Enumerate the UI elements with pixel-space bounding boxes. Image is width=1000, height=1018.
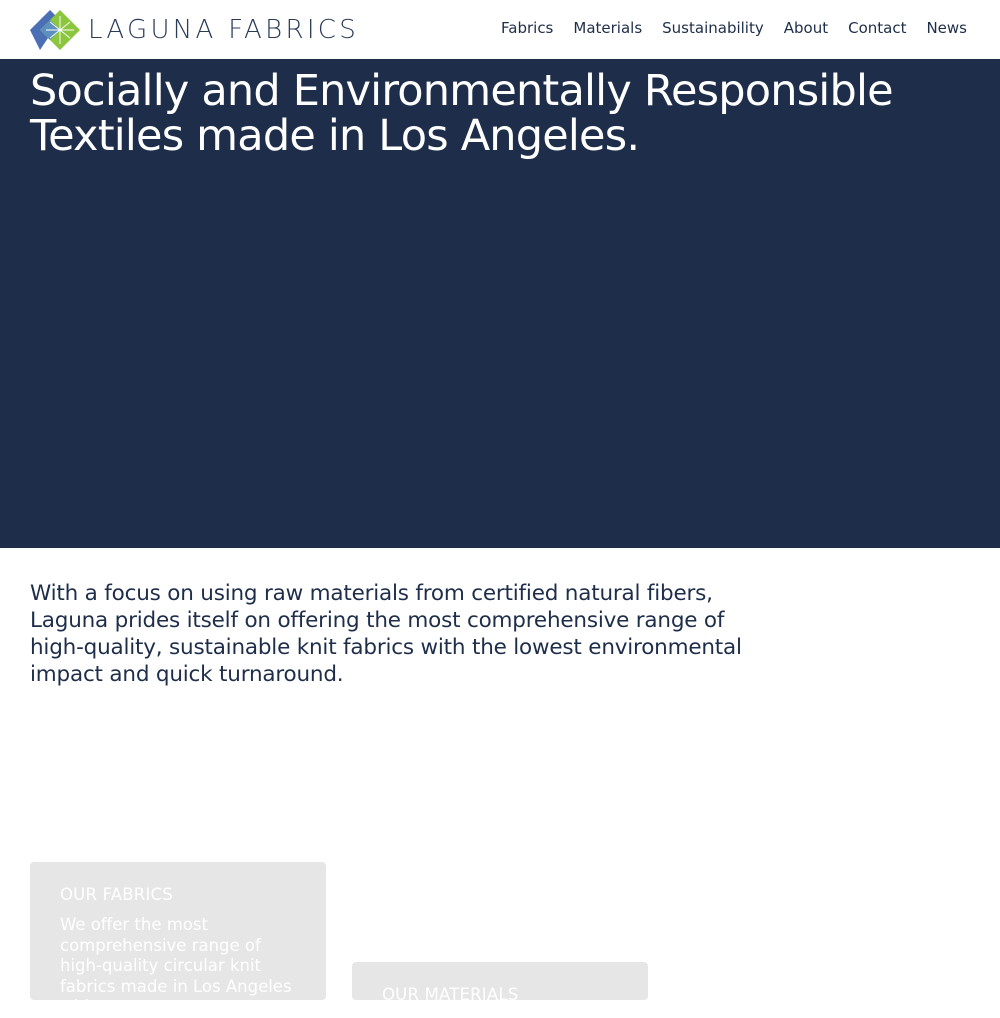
main-nav xyxy=(481,19,967,37)
nav-contact[interactable]: Contact xyxy=(848,19,907,37)
nav-materials[interactable]: Materials xyxy=(573,19,643,37)
nav-sustainability[interactable]: Sustainability xyxy=(662,19,764,37)
brand-name: LAGUNA FABRICS xyxy=(88,15,360,45)
hero-banner xyxy=(0,59,1000,548)
logo[interactable] xyxy=(30,10,359,50)
fabrics-card-title: OUR FABRICS xyxy=(60,885,173,904)
nav-news[interactable]: News xyxy=(926,19,967,37)
intro-text: With a focus on using raw materials from certified natural fibers, Laguna prides itself on offering the most comprehensive range of high-quality, sustainable knit fabrics with the lowest environmental impact and quick turnaround. xyxy=(30,581,742,687)
site-header xyxy=(0,0,1000,59)
fabrics-card[interactable] xyxy=(30,862,326,1016)
materials-card-title: OUR MATERIALS xyxy=(382,985,519,1004)
nav-about[interactable]: About xyxy=(783,19,829,37)
nav-fabrics[interactable]: Fabrics xyxy=(501,19,554,37)
logo-diamond-icon xyxy=(30,10,80,50)
fabrics-card-text: We offer the most comprehensive range of high-quality circular knit fabrics made in Los Angeles with xyxy=(60,915,292,1016)
hero-title: Socially and Environmentally Responsible Textiles made in Los Angeles. xyxy=(30,66,893,161)
materials-card[interactable] xyxy=(352,962,648,1004)
